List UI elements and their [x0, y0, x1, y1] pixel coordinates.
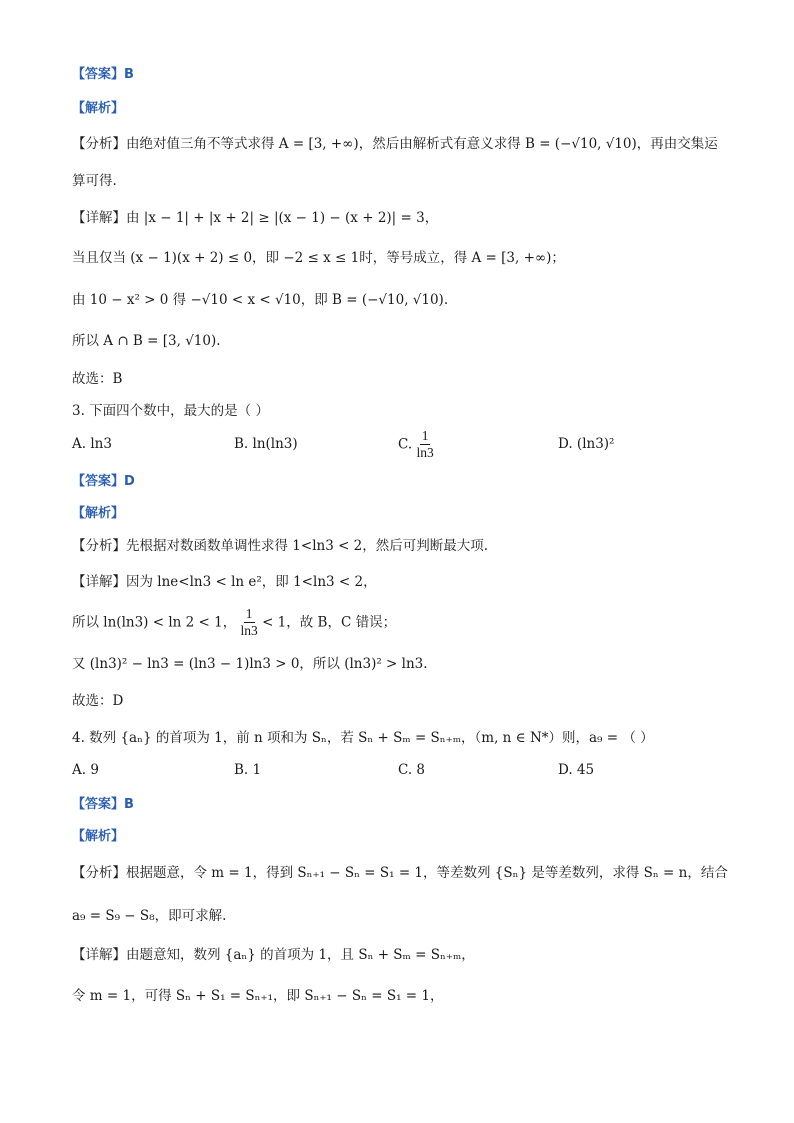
detail-text-q2-line4: 所以 A ∩ B = [3, √10).: [72, 333, 221, 349]
q3-option-c-label: C.: [398, 436, 413, 453]
detail-fraction: [241, 606, 258, 639]
q3-option-c-fraction: [416, 428, 433, 461]
question-3-stem: 3. 下面四个数中，最大的是（ ）: [72, 403, 269, 419]
q4-option-b: B. 1: [234, 762, 262, 778]
answer-label-q3: 【答案】D: [72, 474, 135, 489]
q3-option-a: A. ln3: [72, 436, 112, 452]
choice-text-q2: 故选：B: [72, 371, 123, 387]
detail-text-q3-line2-b: < 1，故 B，C 错误；: [262, 614, 397, 631]
q4-option-d: D. 45: [558, 762, 595, 778]
detail-text-q4-line2: 令 m = 1，可得 Sₙ + S₁ = Sₙ₊₁，即 Sₙ₊₁ − Sₙ = S₁ = 1，: [72, 988, 444, 1004]
question-3-options: [72, 428, 722, 468]
q4-option-a: A. 9: [72, 762, 99, 778]
detail-text-q2: 【详解】由 |x − 1| + |x + 2| ≥ |(x − 1) − (x + 2)| = 3，: [72, 210, 439, 226]
choice-text-q3: 故选：D: [72, 693, 124, 709]
detail-text-q3-line3: 又 (ln3)² − ln3 = (ln3 − 1)ln3 > 0，所以 (ln3)² > ln3.: [72, 656, 428, 672]
question-4-stem: 4. 数列 {aₙ} 的首项为 1，前 n 项和为 Sₙ，若 Sₙ + Sₘ = Sₙ₊ₘ，（m, n ∈ N*）则，a₉ = （ ）: [72, 730, 654, 746]
detail-text-q3-line2: [72, 606, 396, 642]
q3-option-d: D. (ln3)²: [558, 436, 615, 452]
detail-text-q3: 【详解】因为 lne<ln3 < ln e²，即 1<ln3 < 2，: [72, 574, 377, 590]
analysis-label-q3: 【解析】: [72, 506, 125, 521]
analysis-text-q4-cont: a₉ = S₉ − S₈，即可求解.: [72, 908, 227, 924]
fraction-denominator: ln3: [240, 623, 258, 638]
q4-option-c: C. 8: [398, 762, 426, 778]
detail-text-q2-line2: 当且仅当 (x − 1)(x + 2) ≤ 0，即 −2 ≤ x ≤ 1时，等号成立，得 A = [3, +∞)；: [72, 250, 565, 266]
answer-label-q4: 【答案】B: [72, 797, 134, 812]
analysis-label-q2: 【解析】: [72, 101, 125, 116]
analysis-text-q4: 【分析】根据题意，令 m = 1，得到 Sₙ₊₁ − Sₙ = S₁ = 1，等差数列 {Sₙ} 是等差数列，求得 Sₙ = n，结合: [72, 865, 728, 881]
fraction-numerator: 1: [245, 606, 253, 621]
analysis-text-q2-cont: 算可得.: [72, 173, 117, 189]
detail-text-q4: 【详解】由题意知，数列 {aₙ} 的首项为 1，且 Sₙ + Sₘ = Sₙ₊ₘ，: [72, 947, 475, 963]
analysis-label-q4: 【解析】: [72, 829, 125, 844]
answer-label-q2: 【答案】B: [72, 67, 134, 82]
fraction-denominator: ln3: [416, 445, 434, 460]
analysis-text-q3: 【分析】先根据对数函数单调性求得 1<ln3 < 2，然后可判断最大项.: [72, 538, 489, 554]
analysis-text-q2: 【分析】由绝对值三角不等式求得 A = [3, +∞)，然后由解析式有意义求得 B = (−√10, √10)，再由交集运: [72, 136, 718, 152]
question-4-options: [72, 762, 722, 784]
q3-option-c: [398, 428, 434, 461]
fraction-numerator: 1: [421, 428, 429, 443]
detail-text-q3-line2-a: 所以 ln(ln3) < ln 2 < 1，: [72, 614, 237, 631]
q3-option-b: B. ln(ln3): [234, 436, 298, 452]
detail-text-q2-line3: 由 10 − x² > 0 得 −√10 < x < √10，即 B = (−√10, √10).: [72, 292, 449, 308]
